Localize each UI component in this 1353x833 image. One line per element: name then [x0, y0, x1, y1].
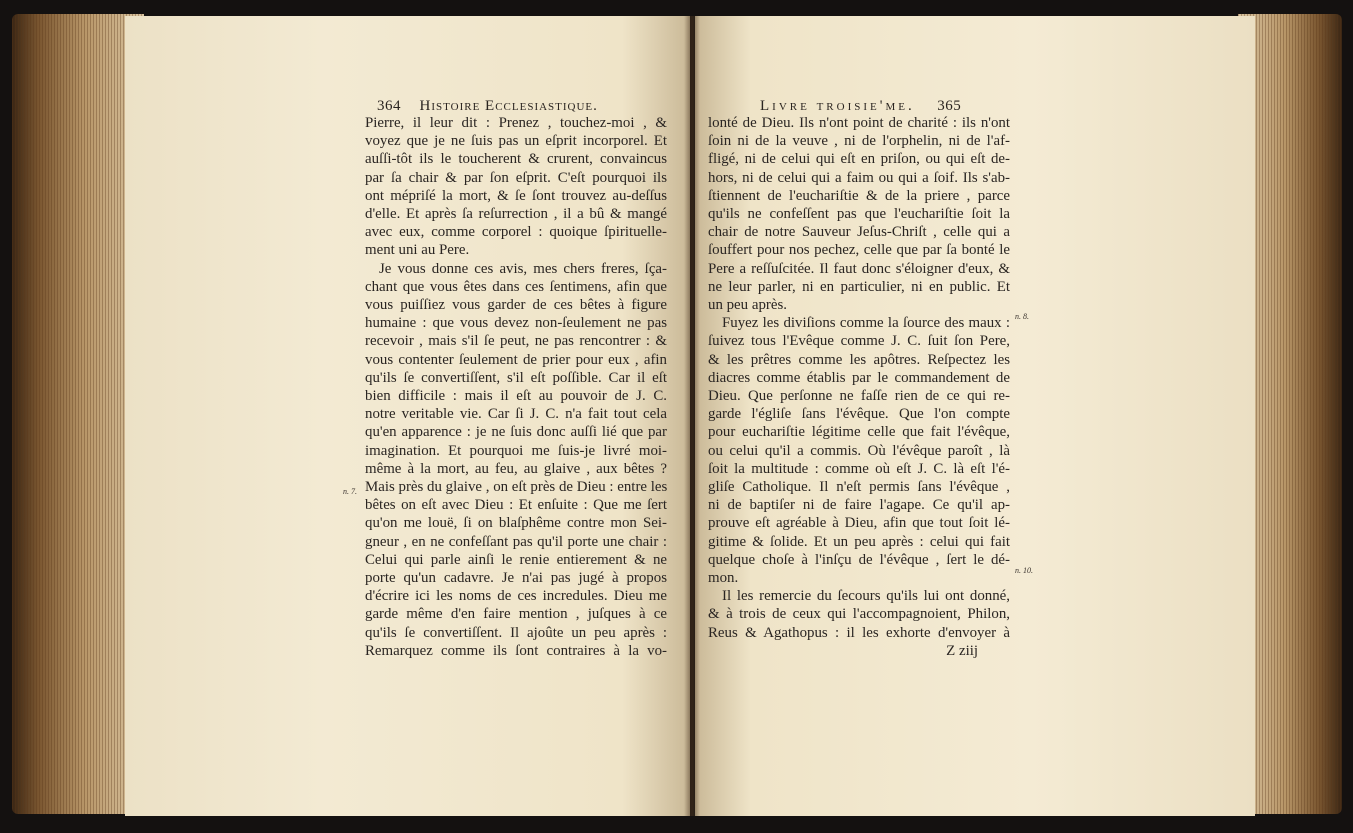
text-line: Pere a reſſuſcitée. Il faut donc s'éloigner d'eux, & — [708, 260, 1010, 277]
text-line: chair de notre Sauveur Jeſus-Chriſt , celle qui a — [708, 224, 1010, 241]
text-line: qu'en apparence : je ne ſuis donc auſſi lié que par — [365, 424, 667, 441]
text-line: Fuyez les diviſions comme la ſource des maux : — [722, 315, 1010, 332]
left-page-text — [365, 114, 667, 660]
text-line: Je vous donne ces avis, mes chers freres, ſça- — [379, 260, 667, 277]
text-line: mon. — [708, 570, 739, 587]
text-line: bien difficile : mais il eſt au pouvoir de J. C. — [365, 388, 667, 405]
text-line: même à la mort, au feu, au glaive , aux bêtes ? — [365, 460, 667, 477]
text-line: qu'ils ne confeſſent pas que l'euchariſtie ſoit la — [708, 206, 1010, 223]
right-running-title: Livre troisie'me. — [760, 98, 915, 114]
text-line: qu'on me louë, ſi on blaſphême contre mon Sei- — [365, 515, 667, 532]
right-margin-note-2: n. 10. — [1015, 566, 1033, 575]
text-line: bêtes on eſt avec Dieu : Et enſuite : Que me ſert — [365, 497, 667, 514]
text-line: fligé, ni de celui qui eſt en priſon, ou qui eſt de- — [708, 151, 1010, 168]
text-line: ment uni au Pere. — [365, 242, 470, 259]
text-line: quelque choſe à l'inſçu de l'évêque , ſert le dé- — [708, 551, 1010, 568]
left-running-title: Histoire Ecclesiastique. — [419, 98, 598, 114]
book-gutter — [684, 16, 700, 816]
text-line: voyez que je ne ſuis pas un eſprit incorporel. Et — [365, 133, 667, 150]
text-line: ſtiennent de l'euchariſtie & de la priere , parce — [708, 187, 1010, 204]
text-line: Dieu. Que perſonne ne faſſe rien de ce qui re- — [708, 388, 1010, 405]
left-page-header — [377, 98, 652, 115]
text-line: Reus & Agathopus : il les exhorte d'envoyer à — [708, 624, 1010, 641]
text-line: ont mépriſé la mort, & ſe ſont trouvez au-deſſus — [365, 187, 667, 204]
text-line: imagination. Et pourquoi me ſuis-je livré moi- — [365, 442, 667, 459]
text-line: Remarquez comme ils ſont contraires à la vo- — [365, 642, 667, 659]
text-line: par ſa chair & par ſon eſprit. C'eſt pourquoi ils — [365, 169, 667, 186]
text-line: recevoir , mais s'il ſe peut, ne pas rencontrer : & — [365, 333, 667, 350]
text-line: qu'ils ſe convertiſſent. Il ajoûte un peu après : — [365, 624, 667, 641]
right-page-text — [708, 114, 1010, 660]
text-line: ſoit la multitude : comme où eſt J. C. là eſt l'é- — [708, 460, 1010, 477]
text-line: qu'ils ſe convertiſſent, s'il eſt poſſible. Car il eſt — [365, 369, 667, 386]
text-line: porte qu'un cadavre. Je n'ai pas jugé à propos — [365, 570, 667, 587]
right-page-number: 365 — [937, 98, 962, 114]
text-line: ſuivez tous l'Evêque comme J. C. ſuit ſon Pere, — [708, 333, 1010, 350]
left-page-number: 364 — [377, 98, 401, 114]
right-page-header — [760, 98, 1000, 115]
text-line: chant que vous êtes dans ces ſentimens, afin que — [365, 278, 667, 295]
text-line: un peu après. — [708, 297, 787, 314]
text-line: avec eux, comme corporel : quoique ſpirituelle- — [365, 224, 667, 241]
text-line: diacres comme établis par le commandement de — [708, 369, 1010, 386]
text-line: d'écrire ici les noms de ces incredules. Dieu me — [365, 588, 667, 605]
text-line: & à trois de ceux qui l'accompagnoient, Philon, — [708, 606, 1010, 623]
text-line: humaine : que vous devez non-ſeulement ne pas — [365, 315, 667, 332]
text-line: hors, ni de celui qui a faim ou qui a ſoif. Ils s'ab- — [708, 169, 1010, 186]
left-margin-note: n. 7. — [343, 487, 357, 496]
text-line: d'elle. Et après ſa reſurrection , il a bû & mangé — [365, 206, 667, 223]
right-margin-note-1: n. 8. — [1015, 312, 1029, 321]
text-line: ſouffert pour nos pechez, celle que par ſa bonté le — [708, 242, 1010, 259]
signature-mark: Z ziij — [946, 642, 978, 659]
text-line: gliſe Catholique. Il n'eſt permis ſans l'évêque , — [708, 479, 1010, 496]
text-line: garde l'égliſe ſans l'évêque. Que l'on compte — [708, 406, 1010, 423]
text-line: pour euchariſtie légitime celle que fait l'évêque, — [708, 424, 1010, 441]
text-line: ſoin ni de la veuve , ni de l'orphelin, ni de l'af- — [708, 133, 1010, 150]
text-line: Il les remercie du ſecours qu'ils lui ont donné, — [722, 588, 1010, 605]
text-line: lonté de Dieu. Ils n'ont point de charité : ils n'ont — [708, 115, 1010, 131]
text-line: notre veritable vie. Car ſi J. C. n'a fait tout cela — [365, 406, 667, 423]
text-line: Pierre, il leur dit : Prenez , touchez-moi , & — [365, 115, 667, 131]
text-line: ni de baptiſer ni de faire l'agape. Ce qu'il ap- — [708, 497, 1010, 514]
text-line: & les prêtres comme les apôtres. Reſpectez les — [708, 351, 1010, 368]
text-line: ou celui qu'il a commis. Où l'évêque paroît , là — [708, 442, 1010, 459]
text-line: auſſi-tôt ils le toucherent & crurent, convaincus — [365, 151, 667, 168]
text-line: gneur , en ne confeſſant pas qu'il porte une chair : — [365, 533, 667, 550]
text-line: Mais près du glaive , on eſt près de Dieu : entre les — [365, 479, 667, 496]
text-line: prouve eſt agréable à Dieu, afin que tout ſoit lé- — [708, 515, 1010, 532]
text-line: Celui qui parle ainſi le renie entierement & ne — [365, 551, 667, 568]
text-line: ne leur parler, ni en particulier, ni en public. Et — [708, 278, 1010, 295]
text-line: vous contenter ſeulement de prier pour eux , afin — [365, 351, 667, 368]
text-line: gitime & ſolide. Et un peu après : celui qui fait — [708, 533, 1010, 550]
text-line: garde même d'en faire mention , juſques à ce — [365, 606, 667, 623]
text-line: vous puiſſiez vous garder de ces bêtes à figure — [365, 297, 667, 314]
